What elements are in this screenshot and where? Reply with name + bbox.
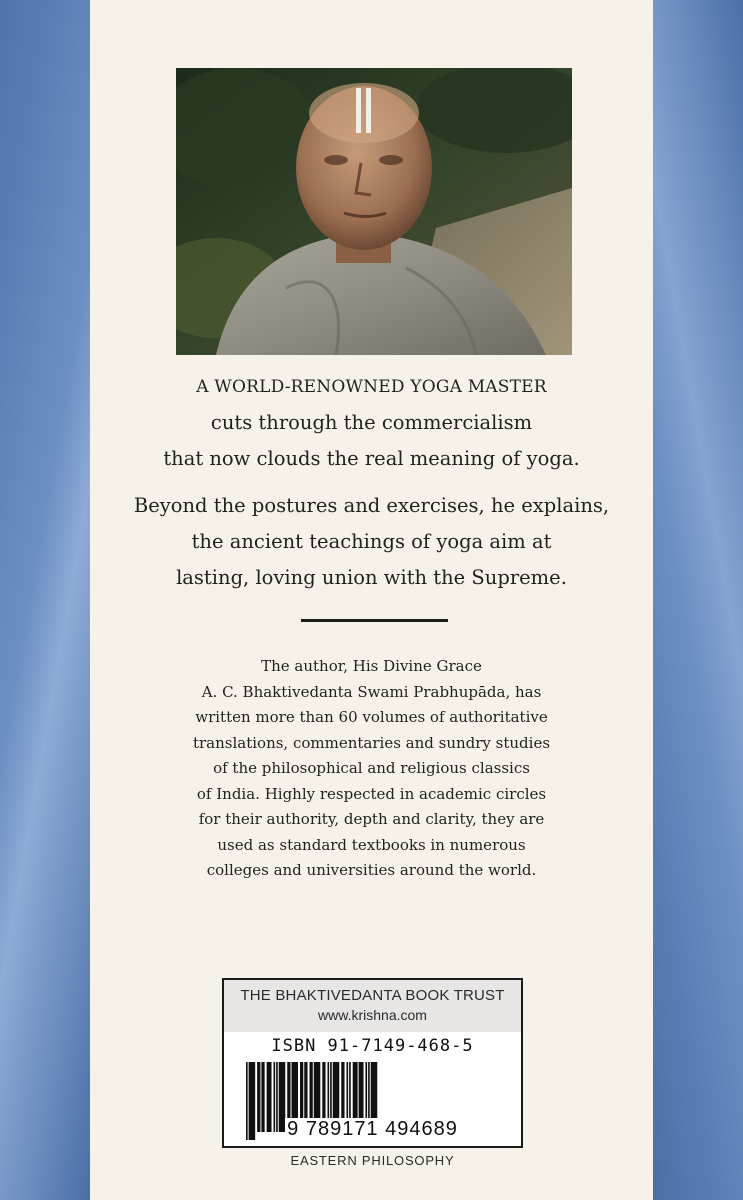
lead-line-2: the ancient teachings of yoga aim at <box>191 530 552 553</box>
lead-line-1: Beyond the postures and exercises, he explains, <box>133 494 610 517</box>
barcode-digits <box>224 1118 521 1141</box>
lead-line-3: lasting, loving union with the Supreme. <box>176 566 567 589</box>
intro-line-3: that now clouds the real meaning of yoga. <box>163 447 580 470</box>
bio-line: translations, commentaries and sundry studies <box>192 733 551 752</box>
bio-line: A. C. Bhaktivedanta Swami Prabhupāda, has <box>201 682 542 701</box>
bio-line: for their authority, depth and clarity, they are <box>198 810 545 828</box>
intro-statement <box>90 369 653 477</box>
publisher-url: www.krishna.com <box>318 1007 427 1023</box>
barcode-box <box>222 978 523 1148</box>
bio-line: used as standard textbooks in numerous <box>217 835 526 854</box>
author-portrait-illustration <box>176 68 572 355</box>
bio-line: written more than 60 volumes of authoritative <box>195 708 548 726</box>
author-photo <box>176 68 572 355</box>
publisher-name: THE BHAKTIVEDANTA BOOK TRUST <box>240 987 505 1004</box>
bio-line: of the philosophical and religious classics <box>213 759 530 777</box>
left-background-strip <box>0 0 90 1200</box>
intro-line-2: cuts through the commercialism <box>210 411 533 434</box>
bio-line: of India. Highly respected in academic circles <box>196 784 547 803</box>
bio-line: The author, His Divine Grace <box>261 657 482 675</box>
right-background-strip <box>653 0 743 1200</box>
author-bio <box>90 654 653 884</box>
intro-line-1: A WORLD-RENOWNED YOGA MASTER <box>196 377 547 397</box>
barcode-digits-text: 9 789171 494689 <box>287 1118 458 1140</box>
publisher-block <box>224 980 521 1032</box>
bio-line: colleges and universities around the world. <box>206 861 537 879</box>
isbn-number: ISBN 91-7149-468-5 <box>271 1036 474 1056</box>
lead-paragraph <box>90 488 653 596</box>
section-divider <box>301 619 448 622</box>
book-category: EASTERN PHILOSOPHY <box>290 1153 455 1168</box>
